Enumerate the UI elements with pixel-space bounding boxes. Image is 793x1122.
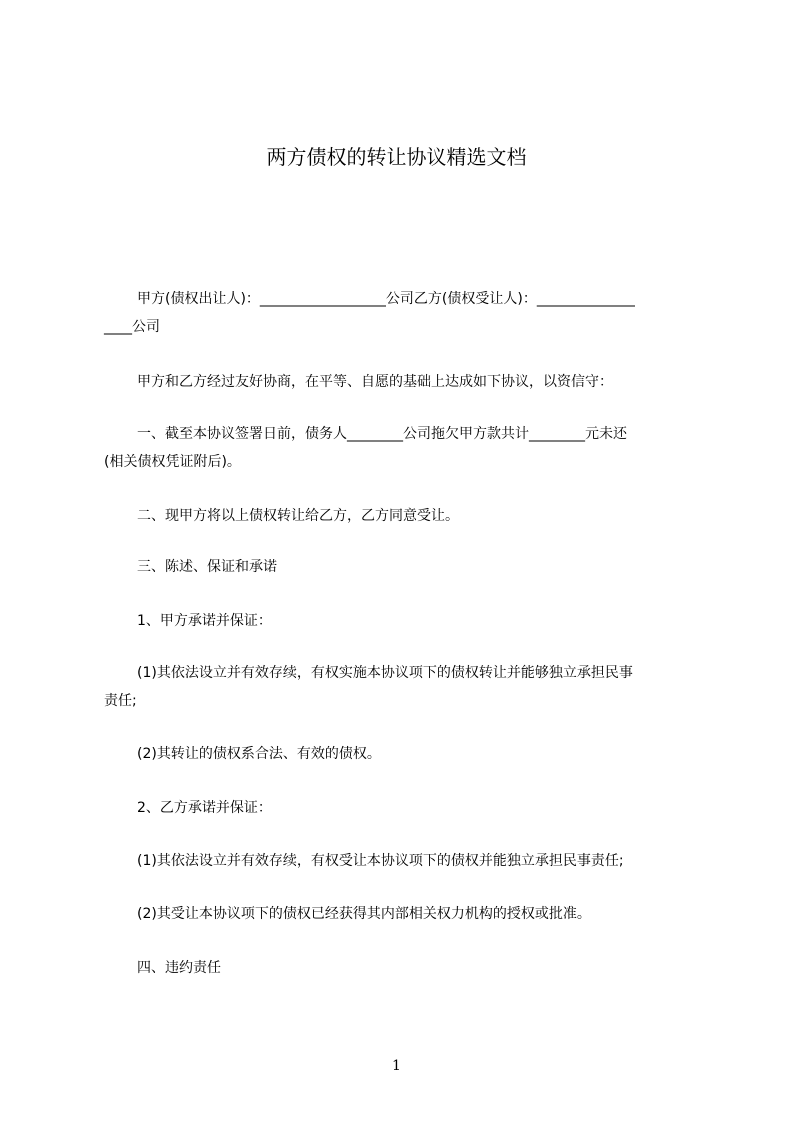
party-b-warranty-heading: 2、乙方承诺并保证：	[137, 800, 272, 816]
party-b-warranty-2: (2)其受让本协议项下的债权已经获得其内部相关权力机构的授权或批准。	[137, 906, 591, 922]
party-a-line: 甲方(债权出让人)：__________________公司乙方(债权受让人)：______________	[137, 291, 635, 307]
party-a-warranty-heading: 1、甲方承诺并保证：	[137, 613, 272, 629]
party-b-company-continuation: ____公司	[104, 319, 160, 335]
party-b-warranty-1: (1)其依法设立并有效存续，有权受让本协议项下的债权并能独立承担民事责任;	[137, 853, 624, 869]
party-a-warranty-1-line-2: 责任;	[104, 693, 137, 709]
clause-1-line-1: 一、截至本协议签署日前，债务人________公司拖欠甲方款共计________元未还	[137, 426, 627, 442]
section-3-heading: 三、陈述、保证和承诺	[137, 559, 277, 575]
document-title: 两方债权的转让协议精选文档	[266, 145, 527, 169]
section-4-heading: 四、违约责任	[137, 960, 221, 976]
party-a-warranty-1-line-1: (1)其依法设立并有效存续，有权实施本协议项下的债权转让并能够独立承担民事	[137, 665, 633, 681]
clause-2-paragraph: 二、现甲方将以上债权转让给乙方，乙方同意受让。	[137, 508, 459, 524]
preamble-paragraph: 甲方和乙方经过友好协商，在平等、自愿的基础上达成如下协议，以资信守：	[137, 374, 613, 390]
page-number: 1	[392, 1058, 401, 1074]
clause-1-line-2: (相关债权凭证附后)。	[104, 454, 241, 470]
party-a-warranty-2: (2)其转让的债权系合法、有效的债权。	[137, 746, 381, 762]
